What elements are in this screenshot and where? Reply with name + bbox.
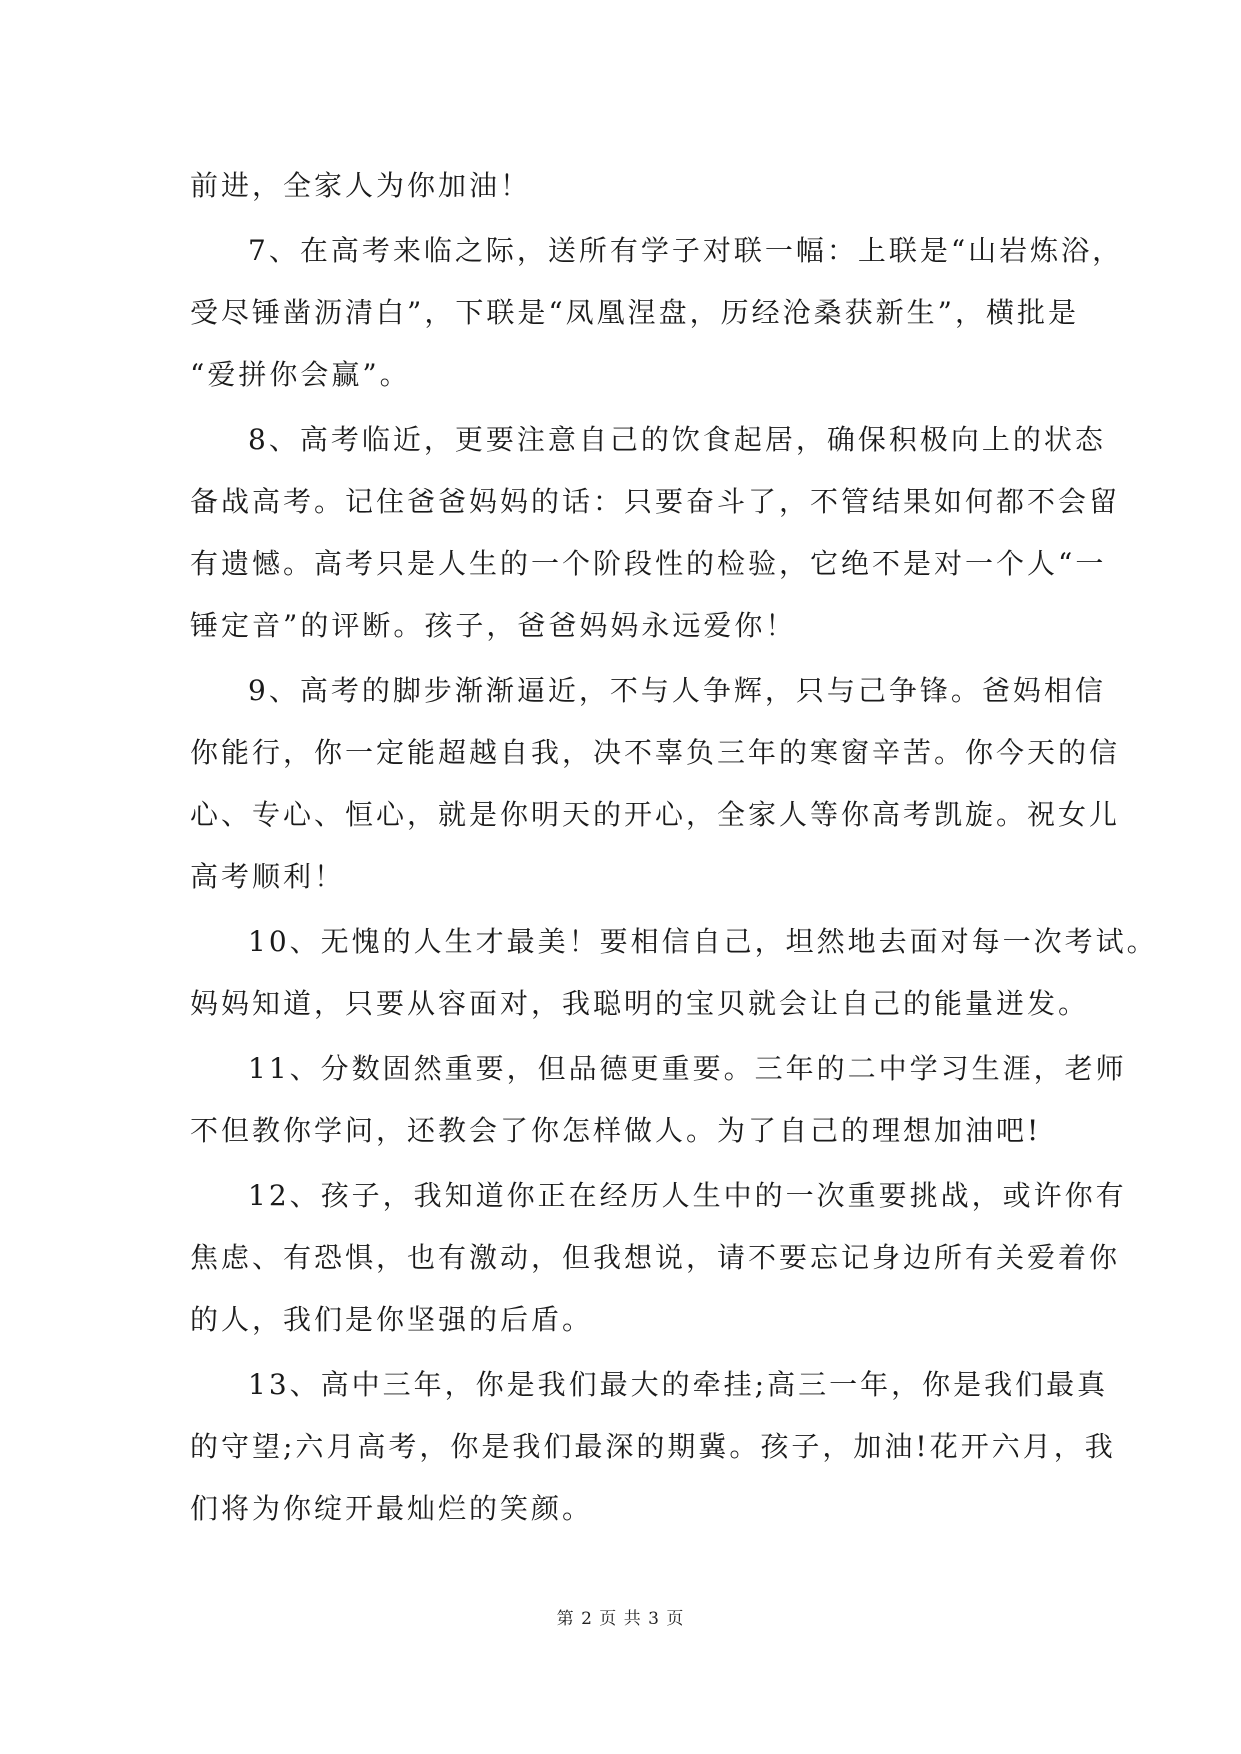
text-line: 焦虑、有恐惧，也有激动，但我想说，请不要忘记身边所有关爱着你 — [190, 1241, 1121, 1274]
text-line: 备战高考。记住爸爸妈妈的话：只要奋斗了，不管结果如何都不会留 — [190, 485, 1121, 518]
text-line: 7、在高考来临之际，送所有学子对联一幅：上联是“山岩炼浴， — [248, 234, 1124, 267]
text-line: 心、专心、恒心，就是你明天的开心，全家人等你高考凯旋。祝女儿 — [190, 798, 1121, 831]
text-line: 10、无愧的人生才最美！要相信自己，坦然地去面对每一次考试。 — [248, 925, 1158, 958]
text-line: 的守望;六月高考，你是我们最深的期冀。孩子，加油!花开六月，我 — [190, 1430, 1116, 1463]
text-line: 有遗憾。高考只是人生的一个阶段性的检验，它绝不是对一个人“一 — [190, 547, 1107, 580]
text-line: 的人，我们是你坚强的后盾。 — [190, 1303, 594, 1336]
text-line: 受尽锤凿沥清白”，下联是“凤凰涅盘，历经沧桑获新生”，横批是 — [190, 296, 1079, 329]
text-line: 9、高考的脚步渐渐逼近，不与人争辉，只与己争锋。爸妈相信 — [248, 674, 1106, 707]
text-line: 妈妈知道，只要从容面对，我聪明的宝贝就会让自己的能量迸发。 — [190, 987, 1090, 1020]
text-line: 11、分数固然重要，但品德更重要。三年的二中学习生涯，老师 — [248, 1052, 1127, 1085]
page-number-footer: 第 2 页 共 3 页 — [556, 1609, 685, 1629]
text-line: 13、高中三年，你是我们最大的牵挂;高三一年，你是我们最真 — [248, 1368, 1109, 1401]
body-text — [190, 155, 1158, 1540]
text-line: “爱拼你会赢”。 — [190, 358, 411, 391]
text-line: 锤定音”的评断。孩子，爸爸妈妈永远爱你！ — [190, 609, 797, 642]
text-line: 高考顺利！ — [190, 860, 346, 893]
text-line: 前进，全家人为你加油！ — [190, 169, 532, 202]
text-line: 你能行，你一定能超越自我，决不辜负三年的寒窗辛苦。你今天的信 — [190, 736, 1121, 769]
text-line: 12、孩子，我知道你正在经历人生中的一次重要挑战，或许你有 — [248, 1179, 1127, 1212]
text-line: 们将为你绽开最灿烂的笑颜。 — [190, 1492, 594, 1525]
text-line: 8、高考临近，更要注意自己的饮食起居，确保积极向上的状态 — [248, 423, 1106, 456]
text-line: 不但教你学问，还教会了你怎样做人。为了自己的理想加油吧! — [190, 1114, 1042, 1147]
